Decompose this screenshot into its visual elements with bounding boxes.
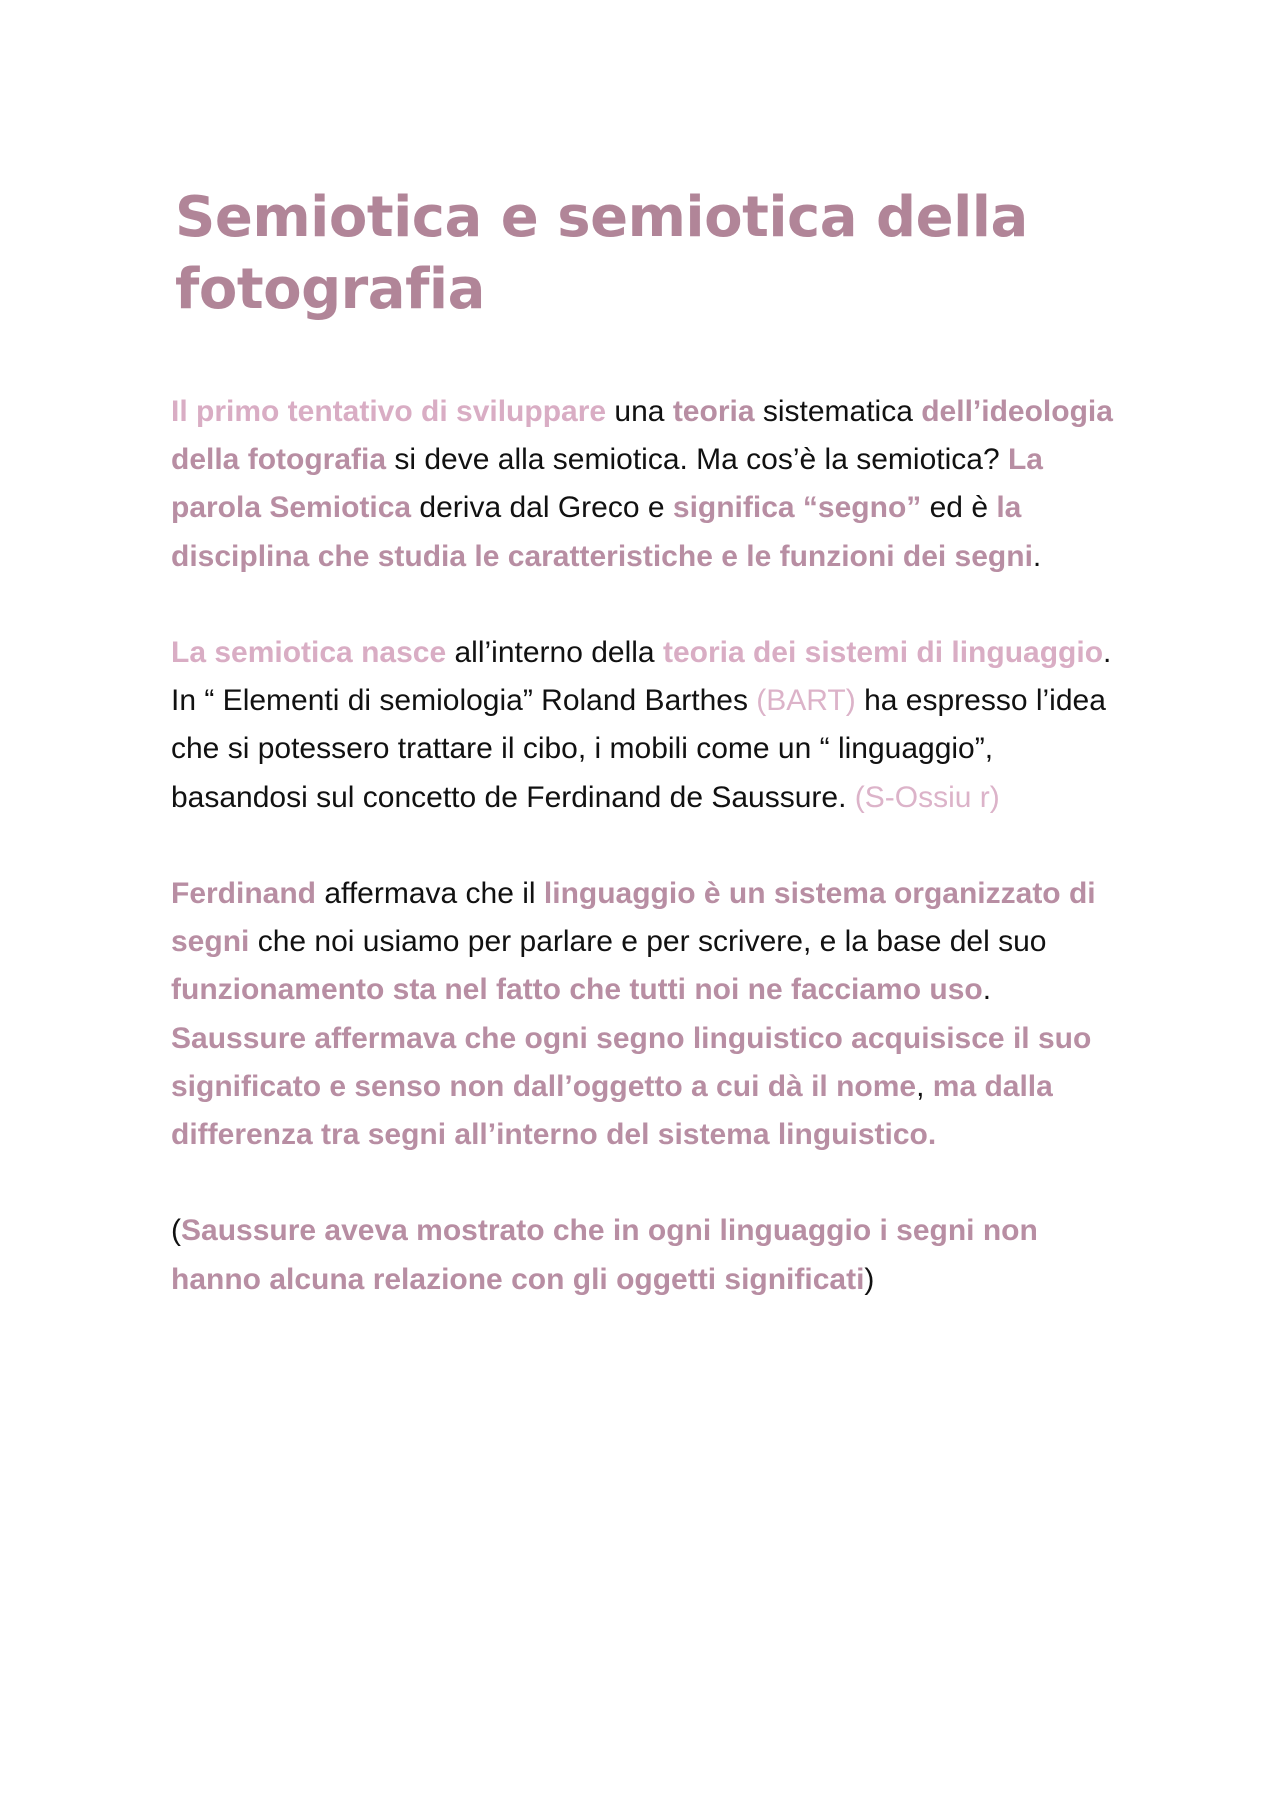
- paragraph-note: [171, 1207, 1131, 1303]
- text-segment: ha espresso l’idea che si potessero trattare il cibo, i mobili come un “ linguaggio”, basandosi sul concetto de Ferdinand de Saussure.: [171, 684, 1106, 814]
- paragraph-saussure: [171, 870, 1131, 1159]
- page-title: Semiotica e semiotica della fotografia: [175, 185, 1028, 322]
- text-segment: la disciplina che studia le caratteristiche e le funzioni dei segni: [171, 491, 1033, 573]
- text-segment: Il primo tentativo di sviluppare: [171, 395, 607, 428]
- text-segment: Saussure aveva mostrato che in ogni linguaggio i segni non hanno alcuna relazione con gli oggetti significati: [171, 1214, 1038, 1296]
- text-segment: all’interno della: [446, 636, 663, 669]
- text-segment: significa “segno”: [672, 491, 922, 525]
- text-segment: sistematica: [754, 395, 922, 428]
- text-segment: . In “ Elementi di semiologia” Roland Barthes: [171, 636, 1112, 718]
- text-segment: .: [982, 973, 992, 1007]
- text-segment: teoria: [672, 395, 755, 428]
- text-segment: ed è: [921, 491, 997, 525]
- text-segment: Ferdinand: [171, 877, 317, 910]
- text-segment: una: [606, 395, 673, 428]
- pronunciation-note: (BART): [756, 684, 856, 718]
- text-segment: Saussure affermava che ogni segno linguistico acquisisce il suo significato e senso non dall’oggetto a cui dà il nome: [171, 1021, 1092, 1103]
- document-body: [171, 388, 1131, 1352]
- text-segment: deriva dal Greco e: [411, 491, 673, 525]
- text-segment: teoria dei sistemi di linguaggio: [662, 636, 1104, 669]
- text-segment: (: [171, 1214, 181, 1248]
- text-segment: La parola Semiotica: [171, 443, 1043, 525]
- paragraph-intro: [171, 388, 1131, 581]
- text-segment: funzionamento sta nel fatto che tutti noi ne facciamo uso: [171, 973, 983, 1007]
- text-segment: ): [864, 1262, 875, 1296]
- text-segment: La semiotica nasce: [171, 636, 447, 669]
- text-segment: che noi usiamo per parlare e per scrivere, e la base del suo: [249, 925, 1047, 959]
- text-segment: linguaggio è un sistema organizzato di segni: [171, 877, 1096, 959]
- text-segment: affermava che il: [316, 877, 544, 910]
- paragraph-origin: [171, 629, 1131, 822]
- pronunciation-note: (S-Ossiu r): [854, 780, 1000, 814]
- text-segment: .: [1032, 539, 1042, 573]
- text-segment: ma dalla differenza tra segni all’interno del sistema linguistico.: [171, 1069, 1053, 1152]
- text-segment: ,: [916, 1069, 933, 1103]
- text-segment: si deve alla semiotica. Ma cos’è la semiotica?: [386, 443, 1008, 477]
- text-segment: dell’ideologia della fotografia: [171, 395, 1113, 477]
